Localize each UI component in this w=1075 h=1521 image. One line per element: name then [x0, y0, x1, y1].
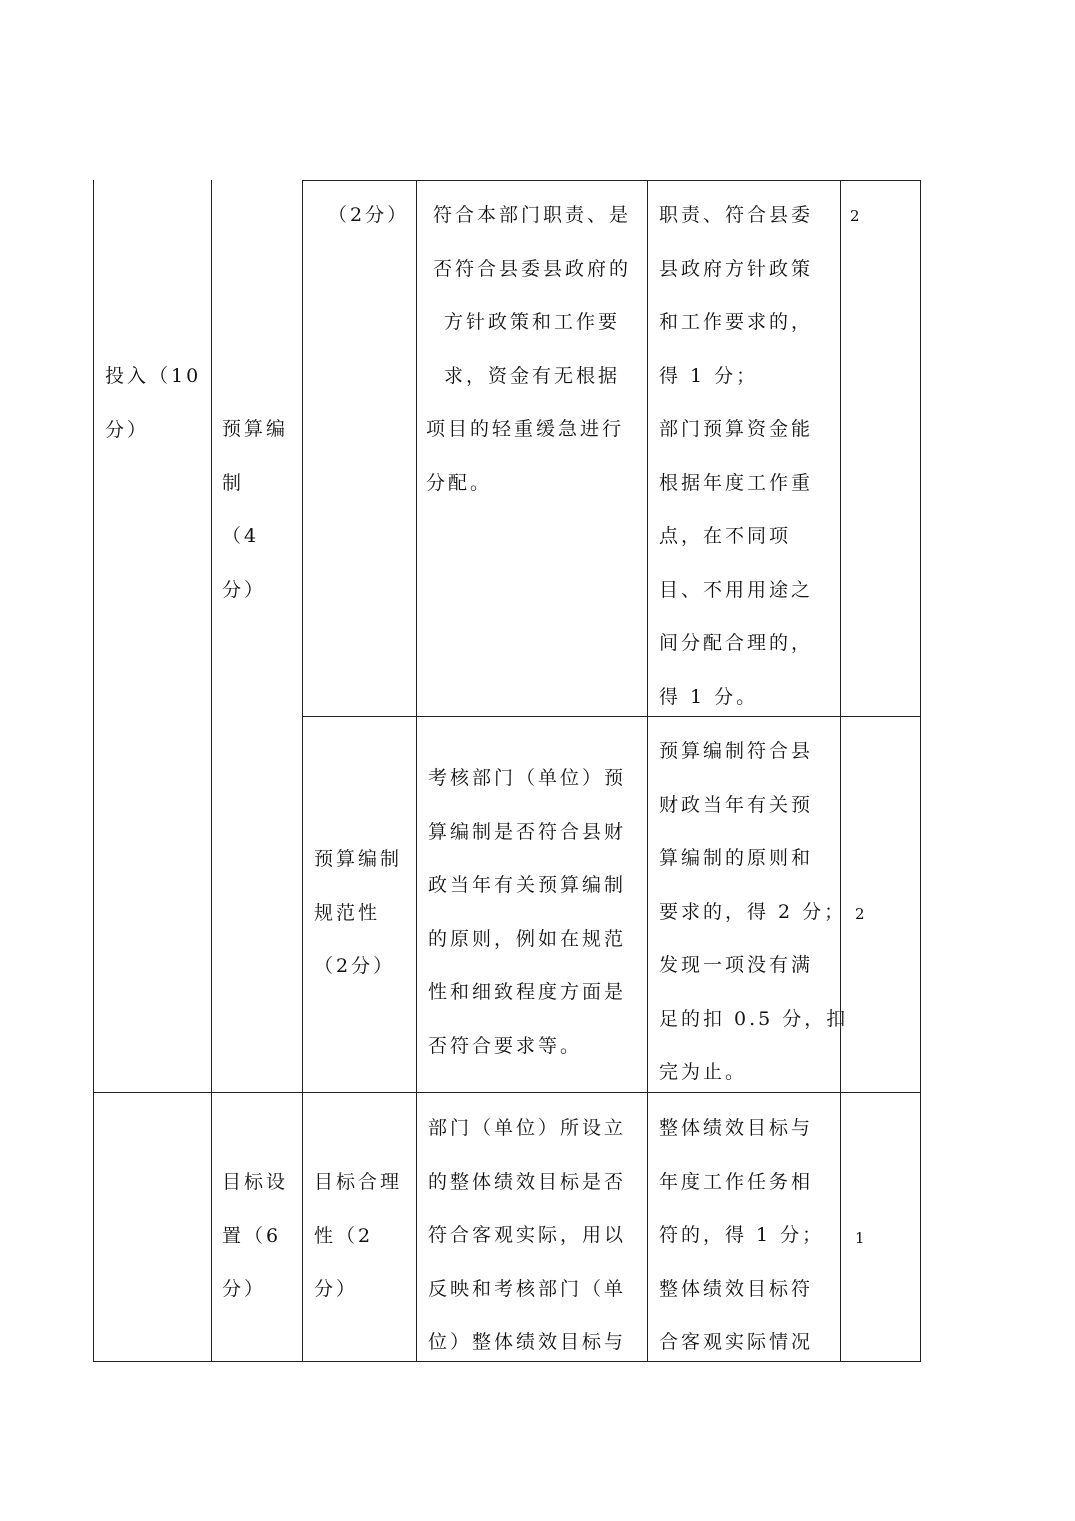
row2-standard-line: 完为止。	[659, 1061, 748, 1083]
target-setting-line: 目标设	[222, 1171, 289, 1193]
row1-standard-line: 间分配合理的，	[659, 632, 814, 654]
row3-description-line: 的整体绩效目标是否	[428, 1170, 627, 1193]
row1-standard-line: 根据年度工作重	[659, 471, 814, 494]
row1-description-line: 求，资金有无根据	[443, 364, 620, 387]
row1-standard-line: 得 1 分；	[659, 364, 759, 387]
budget-prep-line: 预算编	[222, 418, 289, 440]
row2-indicator-line: 预算编制	[314, 848, 403, 870]
row2-indicator-line: （2分）	[314, 955, 396, 977]
target-setting-line: 分）	[222, 1278, 267, 1300]
budget-prep-line: 制	[222, 471, 245, 494]
row2-description-line: 政当年有关预算编制	[428, 874, 627, 896]
row1-description-line: 方针政策和工作要	[443, 311, 620, 333]
row3-standard-line: 整体绩效目标符	[659, 1277, 814, 1300]
row1-standard-line: 部门预算资金能	[659, 418, 814, 440]
row2-description-cell	[428, 752, 626, 1073]
table-divider-col3	[302, 180, 303, 1362]
row1-score: 2	[850, 207, 860, 225]
row3-standard-line: 年度工作任务相	[659, 1170, 814, 1193]
row2-indicator-line: 规范性	[314, 901, 381, 924]
row3-description-line: 符合客观实际，用以	[428, 1224, 627, 1246]
row3-standard-line: 合客观实际情况	[659, 1331, 814, 1353]
row1-description-line: 分配。	[426, 471, 493, 494]
row2-standard-line: 要求的，得 2 分；	[659, 900, 847, 923]
row1-description-line: 符合本部门职责、是	[432, 204, 631, 226]
row2-standard-line: 发现一项没有满	[659, 954, 814, 976]
row1-description-line: 项目的轻重缓急进行	[426, 418, 625, 440]
row1-description-line: 否符合县委县政府的	[432, 257, 631, 280]
row1-indicator-line: （2分）	[328, 204, 410, 226]
table-border-left	[93, 180, 94, 1362]
row1-description-cell	[426, 189, 638, 510]
target-setting-cell	[222, 1156, 288, 1317]
row2-description-line: 的原则，例如在规范	[428, 927, 627, 950]
row3-standard-line: 整体绩效目标与	[659, 1117, 814, 1139]
row2-description-line: 算编制是否符合县财	[428, 820, 627, 843]
row2-standard-line: 预算编制符合县	[659, 740, 814, 762]
row1-standard-line: 和工作要求的，	[659, 311, 814, 333]
row3-standard-cell	[659, 1102, 824, 1370]
row3-indicator-line: 分）	[314, 1278, 359, 1300]
table-border-top	[302, 180, 921, 181]
row2-description-line: 否符合要求等。	[428, 1034, 583, 1057]
row3-description-cell	[428, 1102, 626, 1370]
row3-indicator-line: 目标合理	[314, 1171, 403, 1193]
table-divider-col4	[416, 180, 417, 1362]
budget-prep-line: 分）	[222, 578, 267, 601]
input-category-line: 投入（10	[105, 365, 202, 387]
row1-standard-line: 县政府方针政策	[659, 257, 814, 280]
target-setting-line: 置（6	[222, 1224, 282, 1247]
row3-description-line: 位）整体绩效目标与	[428, 1331, 627, 1353]
row2-standard-line: 财政当年有关预	[659, 793, 814, 816]
row1-standard-line: 点，在不同项	[659, 525, 792, 547]
row2-score: 2	[855, 905, 865, 923]
row3-description-line: 反映和考核部门（单	[428, 1277, 627, 1300]
row1-standard-line: 目、不用用途之	[659, 578, 814, 601]
budget-prep-cell	[222, 403, 288, 617]
row3-indicator-line: 性（2	[314, 1224, 374, 1247]
row2-description-line: 考核部门（单位）预	[428, 767, 627, 789]
input-category-cell	[105, 350, 201, 457]
row2-standard-line: 足的扣 0.5 分，扣	[659, 1007, 849, 1030]
row1-standard-line: 职责、符合县委	[659, 204, 814, 226]
row1-standard-line: 得 1 分。	[659, 685, 759, 708]
row2-standard-line: 算编制的原则和	[659, 847, 814, 869]
input-category-line: 分）	[105, 418, 150, 441]
row3-indicator-cell	[314, 1156, 402, 1317]
row2-description-line: 性和细致程度方面是	[428, 981, 627, 1003]
row3-standard-line: 符的，得 1 分；	[659, 1224, 825, 1246]
budget-prep-line: （4	[222, 525, 260, 547]
row3-description-line: 部门（单位）所设立	[428, 1117, 627, 1139]
row2-indicator-cell	[314, 833, 402, 994]
row-divider-1	[302, 716, 921, 717]
row2-standard-cell	[659, 725, 848, 1100]
table-border-right	[920, 180, 921, 1362]
table-divider-col5	[647, 180, 648, 1362]
row3-score: 1	[855, 1229, 865, 1247]
row1-standard-cell	[659, 189, 813, 724]
row1-indicator-cell	[328, 189, 409, 243]
table-divider-col2	[211, 180, 212, 1362]
